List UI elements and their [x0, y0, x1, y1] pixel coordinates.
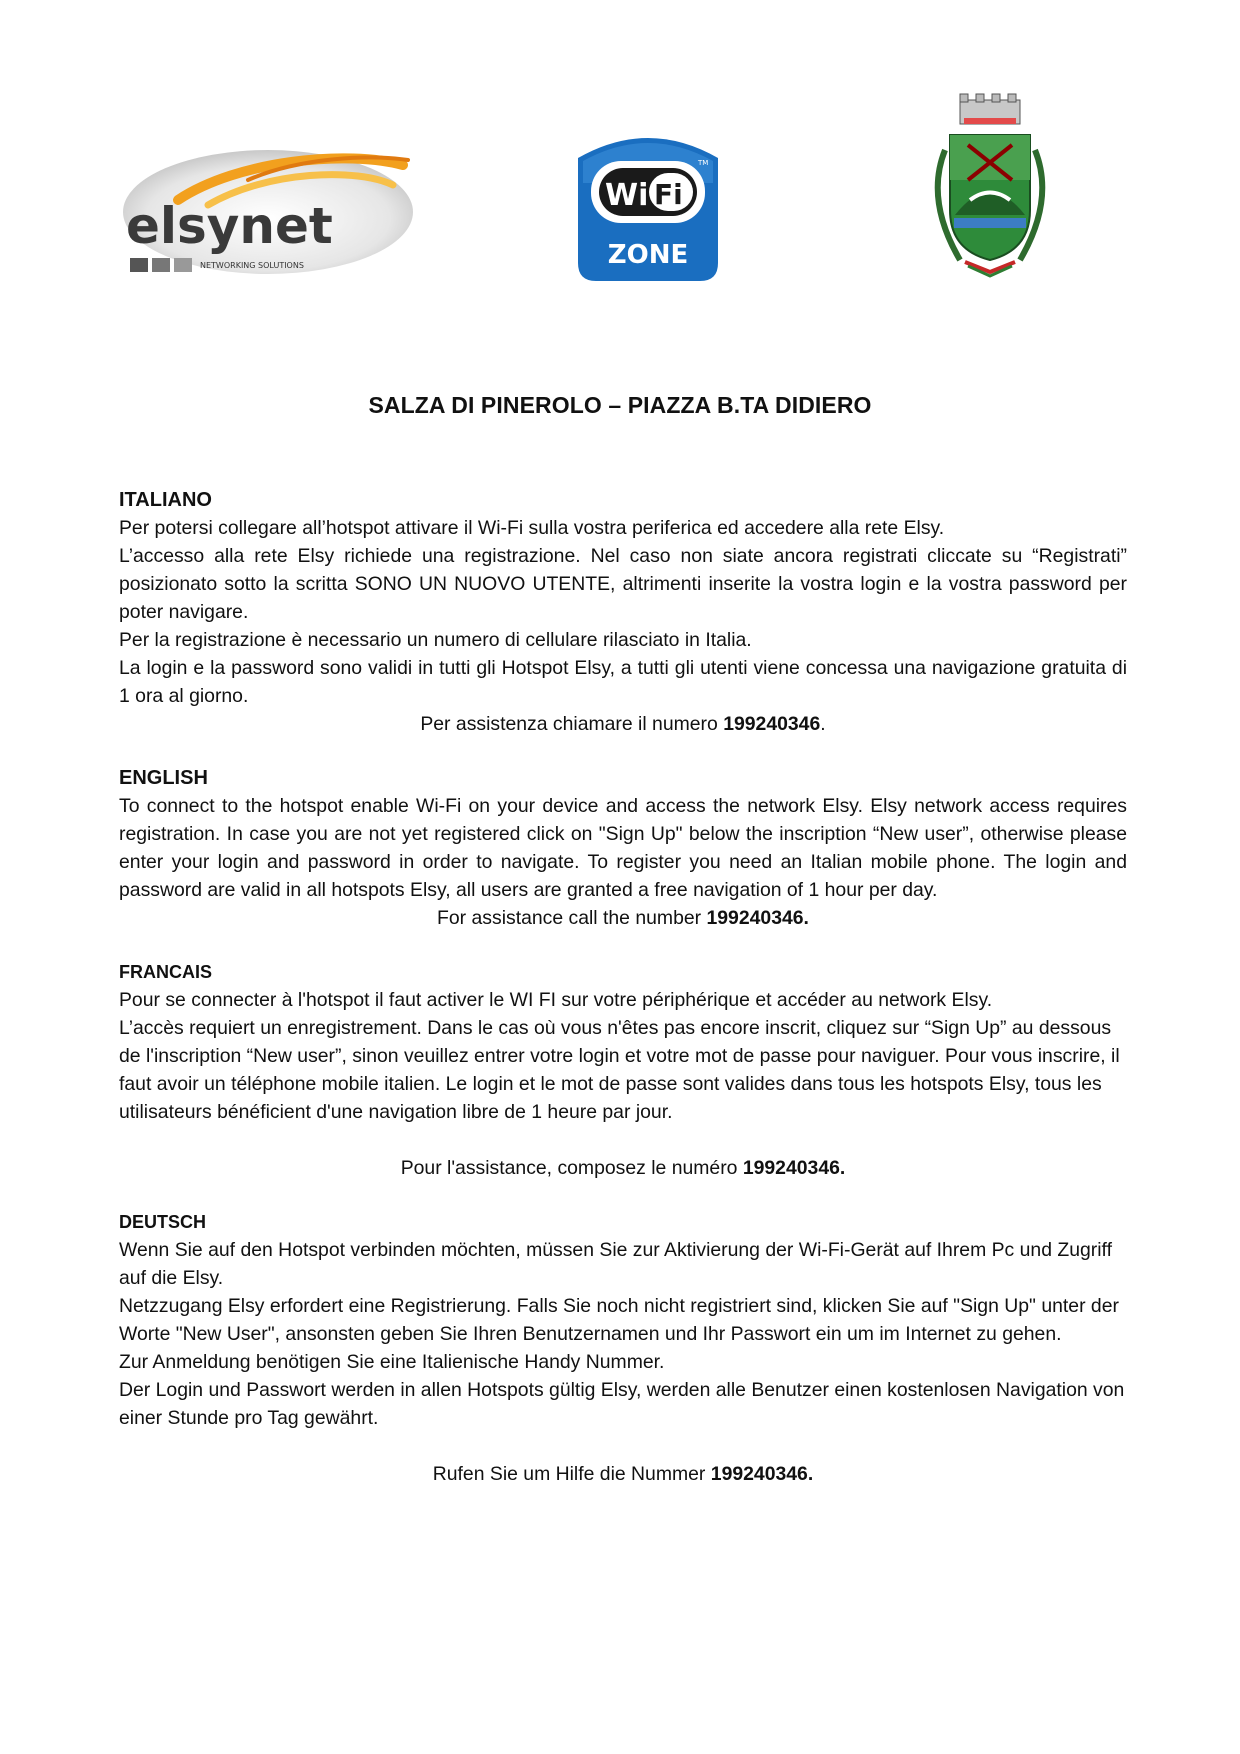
- paragraph: L’accesso alla rete Elsy richiede una registrazione. Nel caso non siate ancora registrati cliccate su “Registrati” posizionato sotto la scritta SONO UN NUOVO UTENTE, altrimenti inserite la vostra login e la vostra password per poter navigare.: [119, 545, 1127, 623]
- page-title: SALZA DI PINEROLO – PIAZZA B.TA DIDIERO: [368, 392, 872, 418]
- assistance-number: 199240346.: [710, 1463, 814, 1485]
- paragraph: Per la registrazione è necessario un numero di cellulare rilasciato in Italia.: [119, 629, 752, 651]
- wifi-zone-text: ZONE: [607, 240, 689, 270]
- section-italiano: [119, 486, 1127, 738]
- assistance-line: [119, 1154, 1127, 1182]
- paragraph: Per potersi collegare all’hotspot attivare il Wi-Fi sulla vostra periferica ed accedere alla rete Elsy.: [119, 517, 945, 539]
- wifi-fi-text: Fi: [654, 178, 683, 211]
- assistance-text: Rufen Sie um Hilfe die Nummer: [432, 1463, 711, 1485]
- logo-row: [0, 90, 1240, 310]
- elsynet-tagline: NETWORKING SOLUTIONS: [200, 261, 304, 270]
- section-heading: DEUTSCH: [119, 1212, 207, 1232]
- assistance-suffix: .: [820, 713, 826, 735]
- section-francais: [119, 958, 1127, 1182]
- section-english: [119, 764, 1127, 932]
- assistance-line: [119, 1460, 1127, 1488]
- wifi-wi-text: Wi: [605, 178, 649, 213]
- section-heading: FRANCAIS: [119, 962, 212, 982]
- document-body: [119, 486, 1127, 1488]
- paragraph: Zur Anmeldung benötigen Sie eine Italienische Handy Nummer.: [119, 1351, 665, 1373]
- paragraph: L’accès requiert un enregistrement. Dans le cas où vous n'êtes pas encore inscrit, cliquez sur “Sign Up” au dessous de l'inscription “New user”, sinon veuillez entrer votre login et votre mot de passe pour naviguer. Pour vous inscrire, il faut avoir un téléphone mobile italien. Le login et le mot de passe sont valides dans tous les hotspots Elsy, tous les utilisateurs bénéficient d'une navigation libre de 1 heure par jour.: [119, 1017, 1120, 1123]
- assistance-number: 199240346.: [706, 907, 809, 929]
- section-deutsch: [119, 1208, 1127, 1488]
- assistance-number: 199240346.: [742, 1157, 846, 1179]
- paragraph: Pour se connecter à l'hotspot il faut activer le WI FI sur votre périphérique et accéder au network Elsy.: [119, 989, 993, 1011]
- section-heading: ITALIANO: [119, 489, 212, 511]
- paragraph: To connect to the hotspot enable Wi-Fi on your device and access the network Elsy. Elsy network access requires registration. In case you are not yet registered click on "Sign Up" below the inscription “New user”, otherwise please enter your login and password in order to navigate. To register you need an Italian mobile phone. The login and password are valid in all hotspots Elsy, all users are granted a free navigation of 1 hour per day.: [119, 795, 1127, 901]
- paragraph: Der Login und Passwort werden in allen Hotspots gültig Elsy, werden alle Benutzer einen kostenlosen Navigation von einer Stunde pro Tag gewährt.: [119, 1379, 1125, 1429]
- paragraph: Wenn Sie auf den Hotspot verbinden möchten, müssen Sie zur Aktivierung der Wi-Fi-Gerät auf Ihrem Pc und Zugriff auf die Elsy.: [119, 1239, 1112, 1289]
- assistance-text: For assistance call the number: [437, 907, 707, 929]
- assistance-text: Per assistenza chiamare il numero: [420, 713, 724, 735]
- wifi-zone-logo: [553, 123, 743, 283]
- assistance-text: Pour l'assistance, composez le numéro: [400, 1157, 743, 1179]
- assistance-number: 199240346: [723, 713, 821, 735]
- paragraph: Netzzugang Elsy erfordert eine Registrierung. Falls Sie noch nicht registriert sind, klicken Sie auf "Sign Up" unter der Worte "New User", ansonsten geben Sie Ihren Benutzernamen und Ihr Passwort ein um im Internet zu gehen.: [119, 1295, 1119, 1345]
- coat-of-arms-icon: [920, 90, 1060, 280]
- section-heading: ENGLISH: [119, 767, 208, 789]
- paragraph: La login e la password sono validi in tutti gli Hotspot Elsy, a tutti gli utenti viene concessa una navigazione gratuita di 1 ora al giorno.: [119, 657, 1127, 707]
- elsynet-logo: [118, 140, 413, 275]
- assistance-line: [119, 904, 1127, 932]
- wifi-tm-text: TM: [698, 159, 709, 167]
- assistance-line: [119, 710, 1127, 738]
- elsynet-wordmark: elsynet: [126, 197, 333, 255]
